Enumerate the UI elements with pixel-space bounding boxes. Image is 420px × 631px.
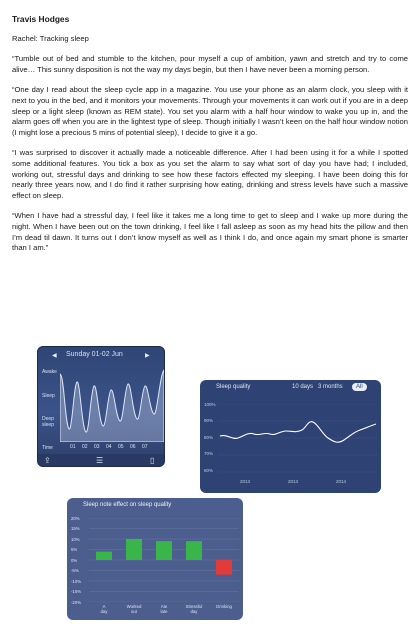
y-tick-label: 0%	[71, 557, 78, 563]
y-tick: 60%	[204, 468, 214, 473]
bar-ate-late	[156, 541, 172, 560]
y-tick-label: -15%	[71, 589, 82, 594]
bar-stressful-day	[186, 541, 202, 560]
time-axis: 01 02 03 04 05 06 07	[70, 444, 148, 450]
y-tick: 80%	[204, 435, 214, 440]
x-tick: 2014	[336, 479, 347, 484]
y-tick: 90%	[204, 418, 214, 423]
x-tick-label: Worked out	[126, 604, 142, 614]
y-tick-label: -20%	[71, 599, 82, 605]
x-tick: 2013	[288, 479, 299, 484]
list-icon[interactable]: ☰	[96, 456, 104, 465]
y-tick-label: -10%	[71, 578, 82, 584]
share-icon[interactable]: ⇪	[44, 456, 51, 465]
prev-arrow-icon[interactable]: ◀	[52, 353, 57, 359]
bar-drinking	[216, 560, 232, 575]
y-tick-label: -5%	[71, 568, 79, 573]
sleep-quality-screenshot	[200, 380, 381, 493]
y-tick-label: 5%	[71, 547, 78, 552]
paragraph-3: “I was surprised to discover it actually made a noticeable difference. After I had been using it for a while I spotted some additional features. You tick a box as you set the alarm to say what sort of day you have had; I included, working out, stressful days and drinking to see how these factors effected my sleeping. I have been doing this for nearly three years now, and I do find it rather surprising how eating, drinking and stress levels have such a massive effect on sleep.	[12, 148, 408, 200]
chart-title: Sleep note effect on sleep quality	[83, 502, 172, 508]
sleep-graph-toolbar	[38, 454, 165, 467]
y-tick: 100%	[204, 402, 216, 407]
bar-a-day	[96, 552, 112, 560]
article	[12, 14, 408, 264]
x-tick-label: Ate late	[160, 604, 168, 614]
article-subtitle: Rachel: Tracking sleep	[12, 33, 89, 43]
range-all[interactable]: All	[352, 383, 367, 391]
next-arrow-icon[interactable]: ▶	[145, 353, 150, 359]
paragraph-1: “Tumble out of bed and stumble to the kitchen, pour myself a cup of ambition, yawn and stretch and try to come alive… This sunny disposition is not the way my days begin, but then I have never been a morning person.	[12, 54, 408, 74]
deep-sleep-label: Deep sleep	[42, 416, 54, 428]
paragraph-4: “When I have had a stressful day, I feel like it takes me a long time to get to sleep and I wake up more during the night. When I have been out on the town drinking, I feel like I fall asleep as soon as my head hits the pillow and then I’m dead til dawn. It turns out I don’t know myself as well as I think I do, and once again my smart phone is smarter than I am.”	[12, 211, 408, 253]
x-tick-label: A day	[100, 604, 108, 614]
x-tick: 2013	[240, 479, 251, 484]
range-3-months[interactable]: 3 months	[318, 384, 343, 390]
sleep-cycle-graph	[60, 364, 164, 442]
y-tick: 70%	[204, 451, 214, 456]
trash-icon[interactable]: ▯	[150, 456, 155, 465]
sleep-note-chart-screenshot	[67, 498, 243, 620]
x-tick-label: Drinking	[216, 604, 232, 609]
sleep-graph-screenshot	[37, 346, 165, 467]
awake-label: Awake	[42, 369, 57, 375]
bar-worked-out	[126, 539, 142, 560]
sleep-note-bar-chart	[89, 518, 239, 602]
sleep-quality-line	[218, 404, 378, 474]
paragraph-2: “One day I read about the sleep cycle app in a magazine. You use your phone as an alarm clock, you sleep with it next to you in the bed, and it monitors your movements. Through your movements it can work out if you are in a deep sleep or a light sleep (known as REM state). You set you alarm with a half hour window to wake you up in, and the alarm goes off when you are in the lightest type of sleep. Though initially I wasn’t keen on the half hour window notion (I might lose a precious 5 mins of potential sleep), I decide to give it a go.	[12, 85, 408, 137]
y-tick-label: 15%	[71, 526, 80, 531]
time-label: Time	[42, 445, 53, 451]
y-tick-label: 20%	[71, 515, 80, 521]
y-tick-label: 10%	[71, 536, 80, 542]
author-name: Travis Hodges	[12, 14, 70, 24]
x-tick-label: Stressful day	[185, 604, 203, 614]
sleep-label: Sleep	[42, 393, 55, 399]
sleep-quality-title: Sleep quality	[216, 384, 251, 390]
sleep-date: Sunday 01-02 Jun	[66, 351, 123, 358]
range-10-days[interactable]: 10 days	[292, 384, 314, 390]
